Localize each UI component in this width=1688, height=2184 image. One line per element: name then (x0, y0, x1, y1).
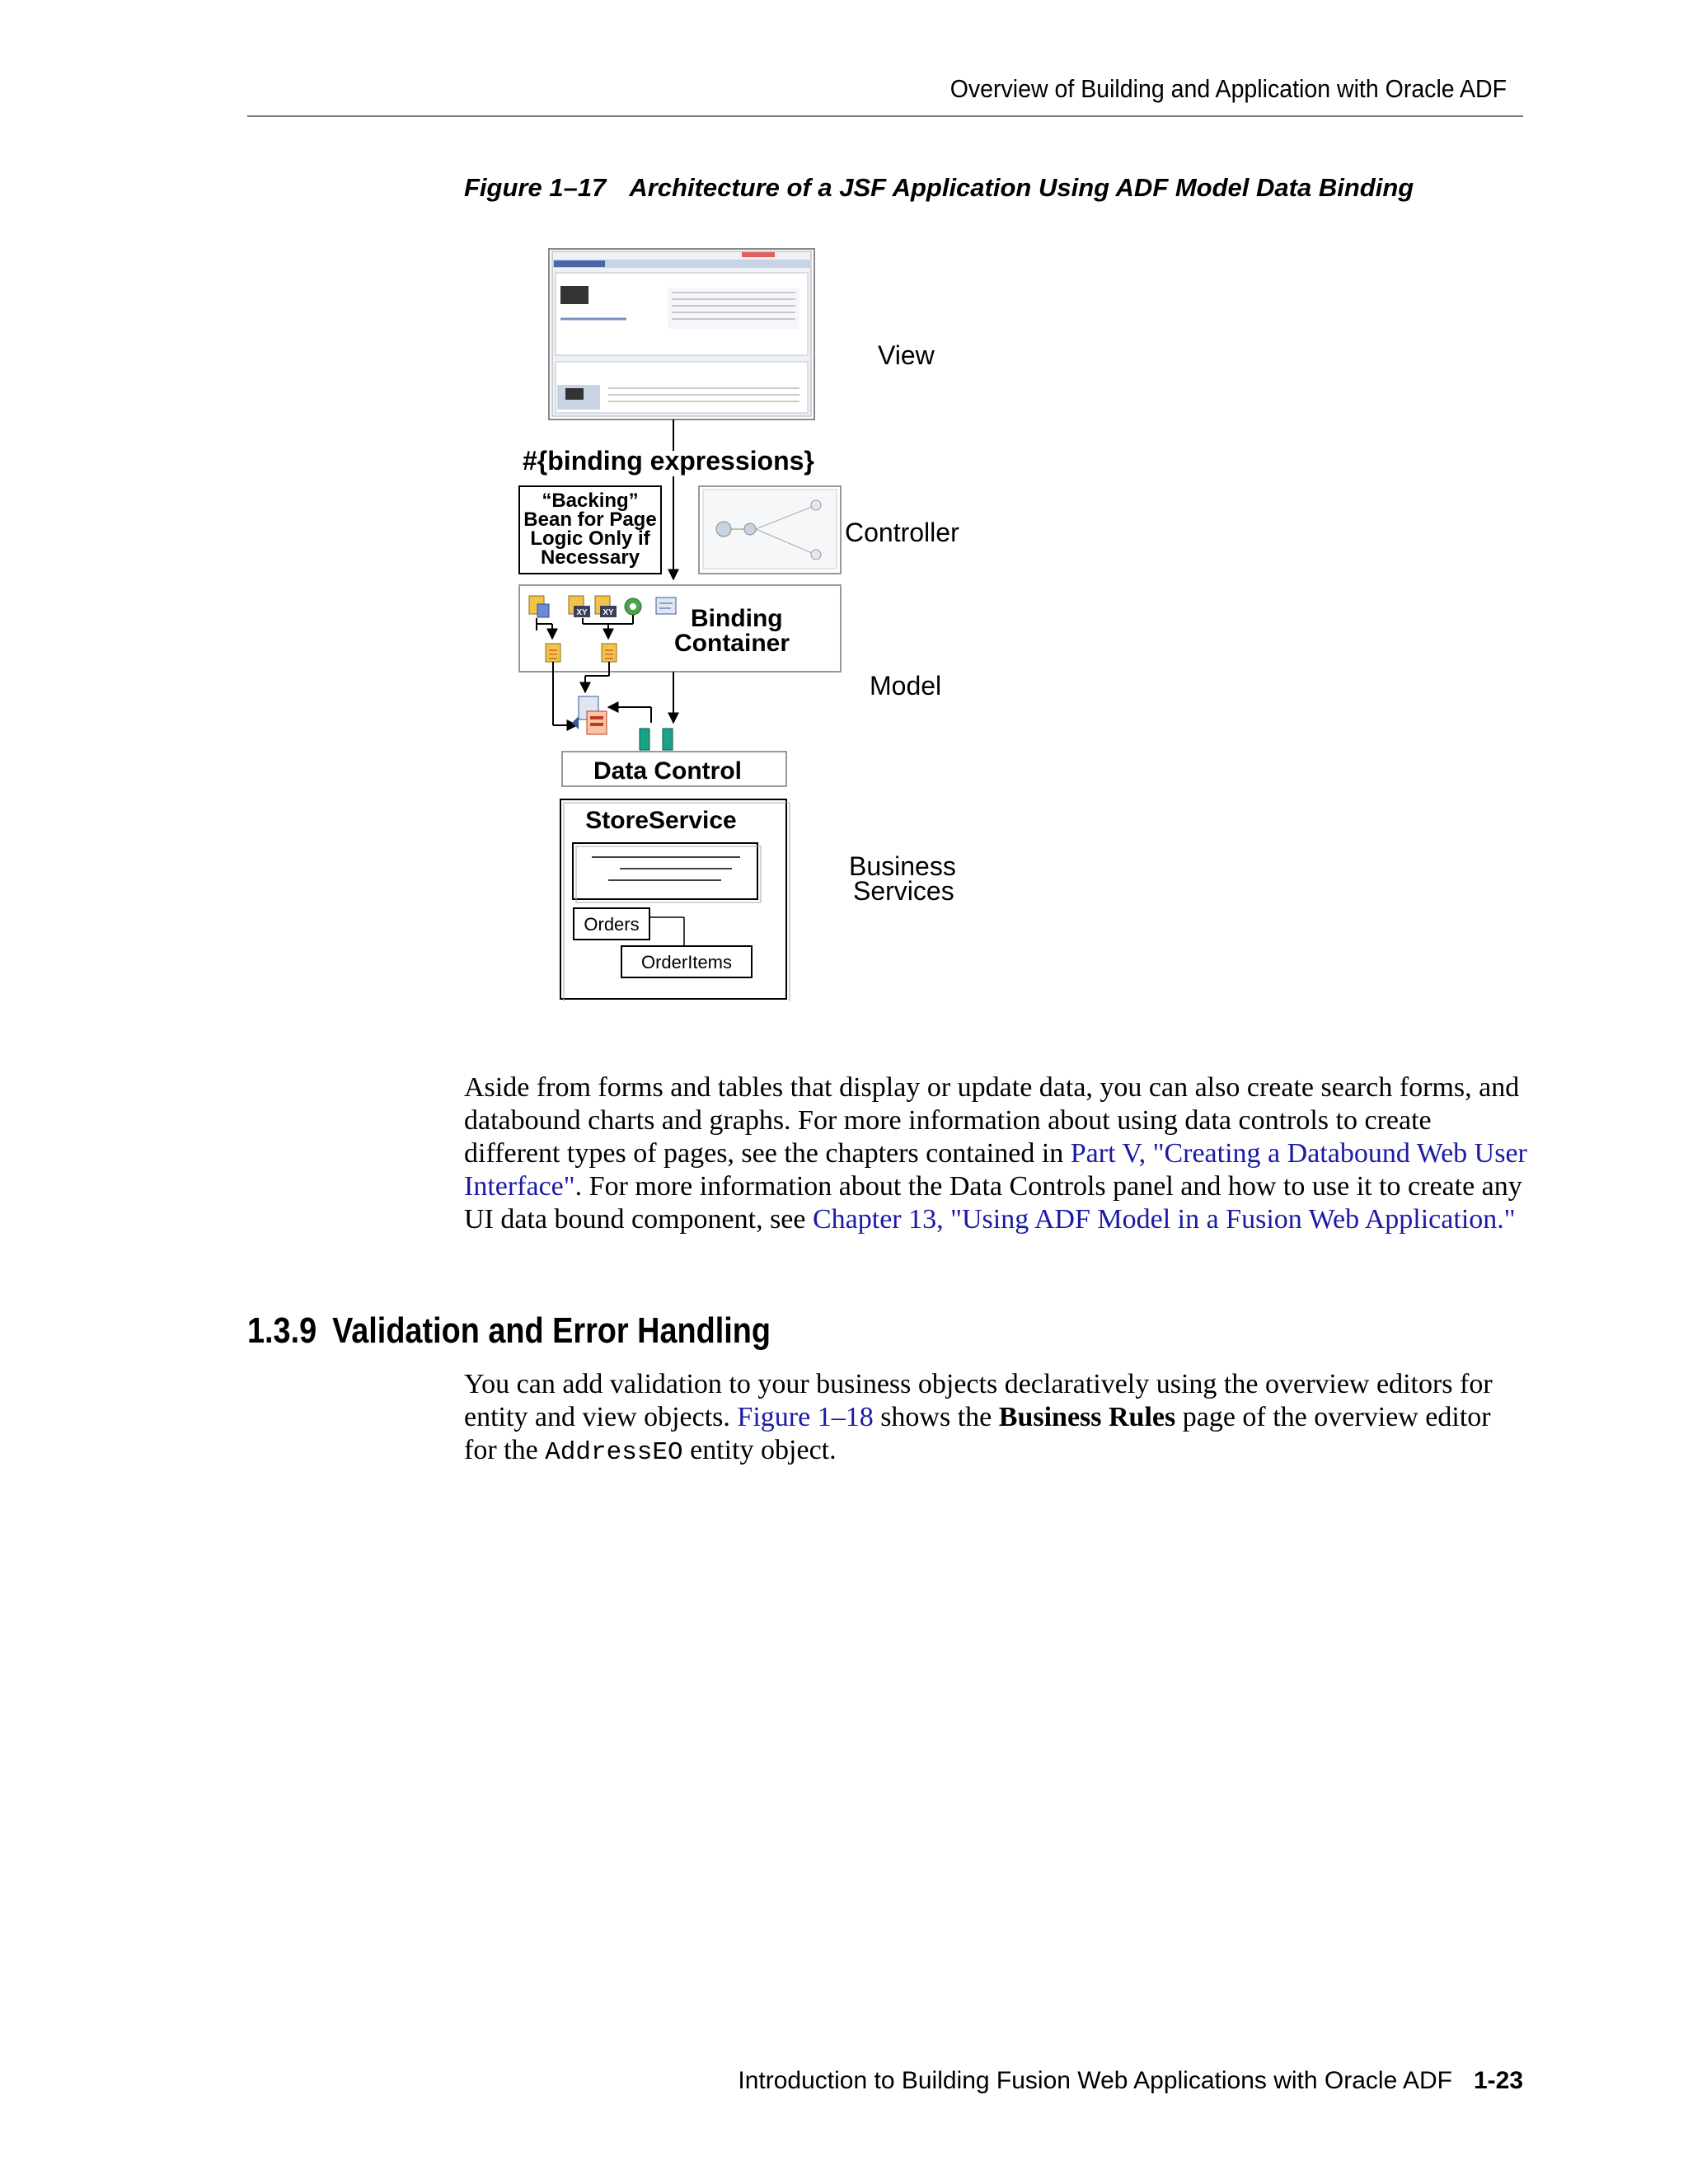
page-number: 1-23 (1473, 2067, 1523, 2094)
backing-bean-line-2: Bean for Page (523, 509, 657, 531)
controller-flow-thumbnail (699, 486, 841, 574)
order-items-label: OrderItems (640, 952, 733, 972)
figure-title: Architecture of a JSF Application Using ADF Model Data Binding (629, 173, 1414, 202)
paragraph2-text-b: shows the (873, 1402, 999, 1432)
layer-label-model: Model (870, 671, 942, 701)
paragraph2-text-c: page of the overview editor for the (464, 1402, 1491, 1465)
paragraph1-text-a: Aside from forms and tables that display or update data, you can also create search forms, and databound charts and graphs. For more information about using data controls to create different types of pages, see the chapters contained in (464, 1072, 1520, 1169)
running-header: Overview of Building and Application with Oracle ADF (950, 74, 1507, 103)
iterator-icon-1 (546, 644, 560, 662)
data-control-port-1 (640, 729, 649, 750)
section-title: Validation and Error Handling (332, 1310, 771, 1351)
service-method-box (573, 843, 757, 899)
backing-bean-line-1: “Backing” (542, 490, 639, 512)
paragraph-databound (464, 1071, 1527, 1236)
backing-bean-line-4: Necessary (540, 546, 640, 569)
data-control-icon (572, 696, 607, 734)
binding-container-box (519, 585, 841, 672)
layer-label-services: Services (853, 876, 954, 906)
footer-book-title: Introduction to Building Fusion Web Applications with Oracle ADF (738, 2067, 1452, 2094)
figure-1-18-link[interactable]: Figure 1–18 (737, 1402, 874, 1432)
section-number: 1.3.9 (247, 1310, 317, 1351)
address-eo-code: AddressEO (545, 1438, 683, 1467)
binding-expressions-label: #{binding expressions} (523, 446, 814, 476)
view-screenshot-thumbnail (549, 249, 814, 419)
paragraph-validation (464, 1368, 1527, 1469)
part-v-link[interactable]: Part V, "Creating a Databound Web User Interface" (464, 1138, 1527, 1202)
store-service-label: StoreService (585, 807, 737, 834)
figure-caption (464, 173, 1414, 203)
binding-container-line-2: Container (674, 630, 790, 657)
architecture-diagram (503, 243, 997, 1001)
xy-icon-label-2: XY (603, 608, 614, 617)
section-heading (247, 1310, 771, 1352)
page-footer (738, 2067, 1523, 2095)
layer-label-controller: Controller (845, 518, 959, 547)
paragraph1-text-b: . For more information about the Data Controls panel and how to use it to create any UI data bound component, see (464, 1171, 1522, 1235)
header-rule (247, 115, 1523, 117)
paragraph2-text-d: entity object. (682, 1435, 837, 1465)
business-rules-term: Business Rules (998, 1402, 1176, 1432)
layer-label-view: View (878, 340, 935, 370)
binding-container-line-1: Binding (691, 605, 783, 632)
iterator-icon-2 (602, 644, 617, 662)
chapter-13-link[interactable]: Chapter 13, "Using ADF Model in a Fusion Web Application." (813, 1204, 1516, 1235)
data-control-port-2 (663, 729, 673, 750)
orders-label: Orders (584, 914, 640, 935)
paragraph2-text-a: You can add validation to your business objects declaratively using the overview editors for entity and view objects. (464, 1369, 1493, 1432)
xy-icon-label-1: XY (576, 608, 588, 617)
layer-label-business: Business (849, 851, 956, 881)
figure-number: Figure 1–17 (464, 173, 607, 202)
backing-bean-line-3: Logic Only if (530, 527, 650, 550)
data-control-label: Data Control (593, 757, 742, 785)
